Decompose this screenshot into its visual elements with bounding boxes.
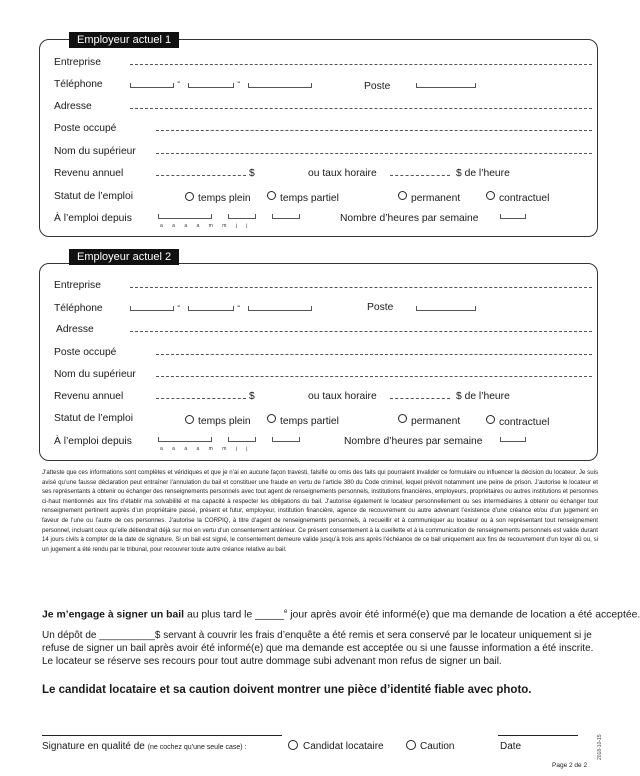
taux-label: ou taux horaire [308, 391, 377, 402]
statut-label: Statut de l’emploi [54, 191, 133, 202]
contractuel-label: contractuel [499, 193, 550, 204]
employer2-header: Employeur actuel 2 [69, 249, 179, 265]
depot-line3: Le locateur se réserve ses recours pour tout autre dommage subi advenant mon refus de signer un bail. [42, 656, 502, 667]
piece-identite-notice: Le candidat locataire et sa caution doivent montrer une pièce d’identité fiable avec photo. [42, 684, 532, 696]
phone-area-field[interactable] [130, 306, 174, 311]
permanent-label: permanent [411, 416, 461, 427]
date-field[interactable] [498, 735, 578, 736]
temps-partiel-label: temps partiel [280, 193, 339, 204]
adresse-field[interactable] [130, 327, 592, 332]
phone-area-field[interactable] [130, 83, 174, 88]
phone-prefix-field[interactable] [188, 83, 234, 88]
contractuel-label: contractuel [499, 417, 550, 428]
dollar-sign: $ [249, 391, 255, 402]
caution-radio[interactable] [406, 740, 416, 750]
engagement-bold: Je m’engage à signer un bail [42, 609, 185, 621]
engagement-sup: e [284, 609, 288, 615]
revenu-field[interactable] [156, 171, 246, 176]
depot-line1: Un dépôt de __________$ servant à couvrir les frais d’enquête a été remis et sera conservé par le locateur uniquement si je [42, 630, 592, 641]
engagement-text1: au plus tard le [184, 609, 256, 621]
poste-occupe-field[interactable] [156, 126, 592, 131]
employer1-header: Employeur actuel 1 [69, 32, 179, 48]
permanent-radio[interactable] [398, 191, 407, 200]
poste-occupe-label: Poste occupé [54, 123, 117, 134]
poste-field[interactable] [416, 306, 476, 311]
phone-dash: - [177, 77, 181, 88]
temps-plein-radio[interactable] [185, 192, 194, 201]
engagement-line [42, 606, 640, 621]
date-format-hint: a a a a m m j j [160, 223, 252, 229]
caution-label: Caution [420, 741, 455, 752]
taux-field[interactable] [390, 171, 450, 176]
depot-line2: refuse de signer un bail après avoir été informé(e) que ma demande est acceptée ou si une fausse information a été inscrite. [42, 643, 594, 654]
depuis-day-field[interactable] [272, 437, 300, 442]
depuis-label: À l’emploi depuis [54, 213, 132, 224]
temps-partiel-radio[interactable] [267, 191, 276, 200]
heures-label: Nombre d’heures par semaine [344, 436, 483, 447]
heures-field[interactable] [500, 214, 526, 219]
entreprise-label: Entreprise [54, 57, 101, 68]
temps-plein-label: temps plein [198, 193, 251, 204]
poste-field[interactable] [416, 83, 476, 88]
phone-number-field[interactable] [248, 306, 312, 311]
employer2-section [39, 263, 598, 461]
revenu-label: Revenu annuel [54, 168, 124, 179]
telephone-label: Téléphone [54, 79, 103, 90]
temps-partiel-radio[interactable] [267, 414, 276, 423]
entreprise-field[interactable] [130, 283, 592, 288]
depuis-year-field[interactable] [158, 214, 212, 219]
phone-prefix-field[interactable] [188, 306, 234, 311]
signature-label-group [42, 741, 246, 754]
revenu-field[interactable] [156, 394, 246, 399]
poste-occupe-label: Poste occupé [54, 347, 117, 358]
temps-plein-radio[interactable] [185, 415, 194, 424]
contractuel-radio[interactable] [486, 415, 495, 424]
par-heure-label: $ de l’heure [456, 168, 510, 179]
depuis-year-field[interactable] [158, 437, 212, 442]
depuis-month-field[interactable] [228, 214, 256, 219]
temps-partiel-label: temps partiel [280, 416, 339, 427]
candidat-radio[interactable] [288, 740, 298, 750]
adresse-label: Adresse [56, 324, 94, 335]
signature-field[interactable] [42, 735, 282, 736]
signature-label: Signature en qualité de [42, 741, 145, 752]
dollar-sign: $ [249, 168, 255, 179]
permanent-label: permanent [411, 193, 461, 204]
entreprise-label: Entreprise [54, 280, 101, 291]
taux-label: ou taux horaire [308, 168, 377, 179]
temps-plein-label: temps plein [198, 416, 251, 427]
depuis-day-field[interactable] [272, 214, 300, 219]
statut-label: Statut de l’emploi [54, 413, 133, 424]
superieur-label: Nom du supérieur [54, 369, 136, 380]
page-number: Page 2 de 2 [552, 762, 588, 769]
engagement-text2: jour après avoir été informé(e) que ma demande de location a été acceptée. [287, 609, 640, 621]
depuis-label: À l’emploi depuis [54, 436, 132, 447]
phone-dash: - [177, 301, 181, 312]
poste-label: Poste [364, 81, 391, 92]
permanent-radio[interactable] [398, 414, 407, 423]
engagement-blank[interactable]: _____ [255, 609, 285, 621]
superieur-label: Nom du supérieur [54, 146, 136, 157]
contractuel-radio[interactable] [486, 191, 495, 200]
superieur-field[interactable] [156, 149, 592, 154]
candidat-label: Candidat locataire [303, 741, 384, 752]
revenu-label: Revenu annuel [54, 391, 124, 402]
poste-occupe-field[interactable] [156, 350, 592, 355]
adresse-label: Adresse [54, 101, 92, 112]
adresse-field[interactable] [130, 104, 592, 109]
phone-dash: - [237, 301, 241, 312]
date-label: Date [500, 741, 522, 752]
taux-field[interactable] [390, 394, 450, 399]
depuis-month-field[interactable] [228, 437, 256, 442]
superieur-field[interactable] [156, 372, 592, 377]
telephone-label: Téléphone [54, 303, 103, 314]
signature-note: (ne cochez qu’une seule case) : [147, 744, 247, 751]
poste-label: Poste [367, 302, 394, 313]
heures-field[interactable] [500, 437, 526, 442]
date-format-hint: a a a a m m j j [160, 446, 252, 452]
employer1-section [39, 39, 598, 237]
entreprise-field[interactable] [130, 60, 592, 65]
attestation-text: J’atteste que ces informations sont complètes et véridiques et que je n’ai en aucune façon travesti, falsifié ou omis des faits qui pourraient invalider ce formulaire ou influencer la décision du locateur. Je suis avisé qu’une fausse déclaration peut entraîner l’annulation du bail et constituer une fraude en vertu de l’article 380 du Code criminel, lequel prévoit notamment une peine de prison. J’autorise le locateur et ses représentants à obtenir ou échanger des renseignements personnels avec tout agent de renseignements personnels, institutions financières, employeurs, propriétaires ou autres institutions et personnes ci-haut mentionnés aux fins d’établir ma solvabilité et ma capacité à respecter les obligations du bail. J’autorise également le locateur personnellement ou ses intermédiaires à obtenir ou échanger tout renseignement pertinent auprès d’un propriétaire passé, présent et futur, employeur, institution financière, agence de recouvrement ou autre advenant l’existence d’une créance et/ou d’un jugement en faveur de l’une ou l’autre de ces personnes. J’autorise la CORPIQ, à titre d’agent de renseignements personnels, à recueillir et à communiquer au locateur ou à son représentant tout renseignement personnel, incluant ceux qu’elle détiendrait déjà sur moi en vertu d’un consentement antérieur. Ce présent consentement à la cueillette et à la communication de renseignements personnels est valide durant 14 jours civils à compter de la date de signature. Si un bail est signé, le consentement demeure valide jusqu’à trois ans après l’échéance de ce bail uniquement aux fins de recouvrement d’un loyer dû ou, si un jugement a été rendu par le tribunal, pour recouvrer toute autre créance relative au bail. [42, 469, 598, 553]
heures-label: Nombre d’heures par semaine [340, 213, 479, 224]
par-heure-label: $ de l’heure [456, 391, 510, 402]
phone-dash: - [237, 77, 241, 88]
phone-number-field[interactable] [248, 83, 312, 88]
version-code: 2018-10-15 [597, 734, 603, 760]
